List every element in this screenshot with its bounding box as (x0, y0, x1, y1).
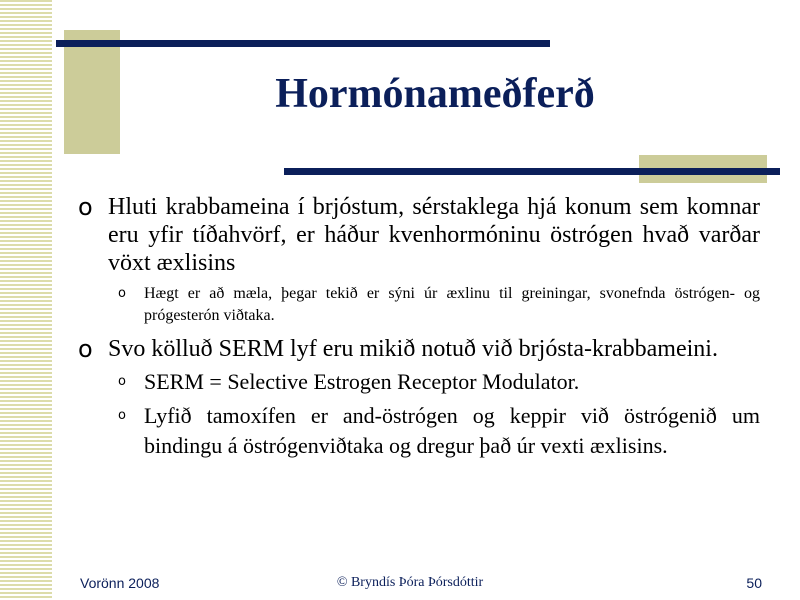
sub-bullet-circle-icon: o (118, 374, 126, 389)
decorative-block-top-left (64, 30, 120, 154)
bullet-2-sub-1 (78, 367, 760, 397)
bullet-circle-icon: o (78, 193, 93, 221)
slide-content (78, 193, 760, 461)
slide-footer (0, 575, 800, 595)
footer-copyright: © Bryndís Þóra Þórsdóttir (336, 575, 484, 590)
bullet-1-text: Hluti krabbameina í brjóstum, sérstaklega hjá konum sem komnar eru yfir tíðahvörf, er háður kvenhormóninu östrógen hvað varðar vöxt æxlisins (108, 194, 760, 276)
slide-title: Hormónameðferð (275, 71, 595, 117)
bullet-circle-icon: o (78, 335, 93, 363)
bullet-1-sub-1 (78, 283, 760, 327)
sub-bullet-circle-icon: o (118, 408, 126, 423)
slide-number: 50 (746, 575, 762, 591)
striped-sidebar-decoration (0, 0, 52, 600)
bullet-2-sub-1-text: SERM = Selective Estrogen Receptor Modulator. (144, 369, 580, 394)
bullet-1-sub-1-text: Hægt er að mæla, þegar tekið er sýni úr æxlinu til greiningar, svonefnda östrógen- og prógesterón viðtaka. (144, 285, 760, 324)
bullet-1 (78, 193, 760, 277)
sub-bullet-circle-icon: o (118, 286, 126, 301)
footer-date: Vorönn 2008 (80, 575, 160, 591)
bullet-2-sub-2-text: Lyfið tamoxífen er and-östrógen og keppir við östrógenið um bindingu á östrógenviðtaka og dregur það úr vexti æxlisins. (144, 403, 760, 458)
decorative-line-top (56, 40, 550, 47)
bullet-2-sub-2 (78, 401, 760, 461)
bullet-2 (78, 335, 760, 363)
bullet-2-text: Svo kölluð SERM lyf eru mikið notuð við brjósta-krabbameini. (108, 336, 718, 362)
decorative-line-bottom (284, 168, 780, 175)
